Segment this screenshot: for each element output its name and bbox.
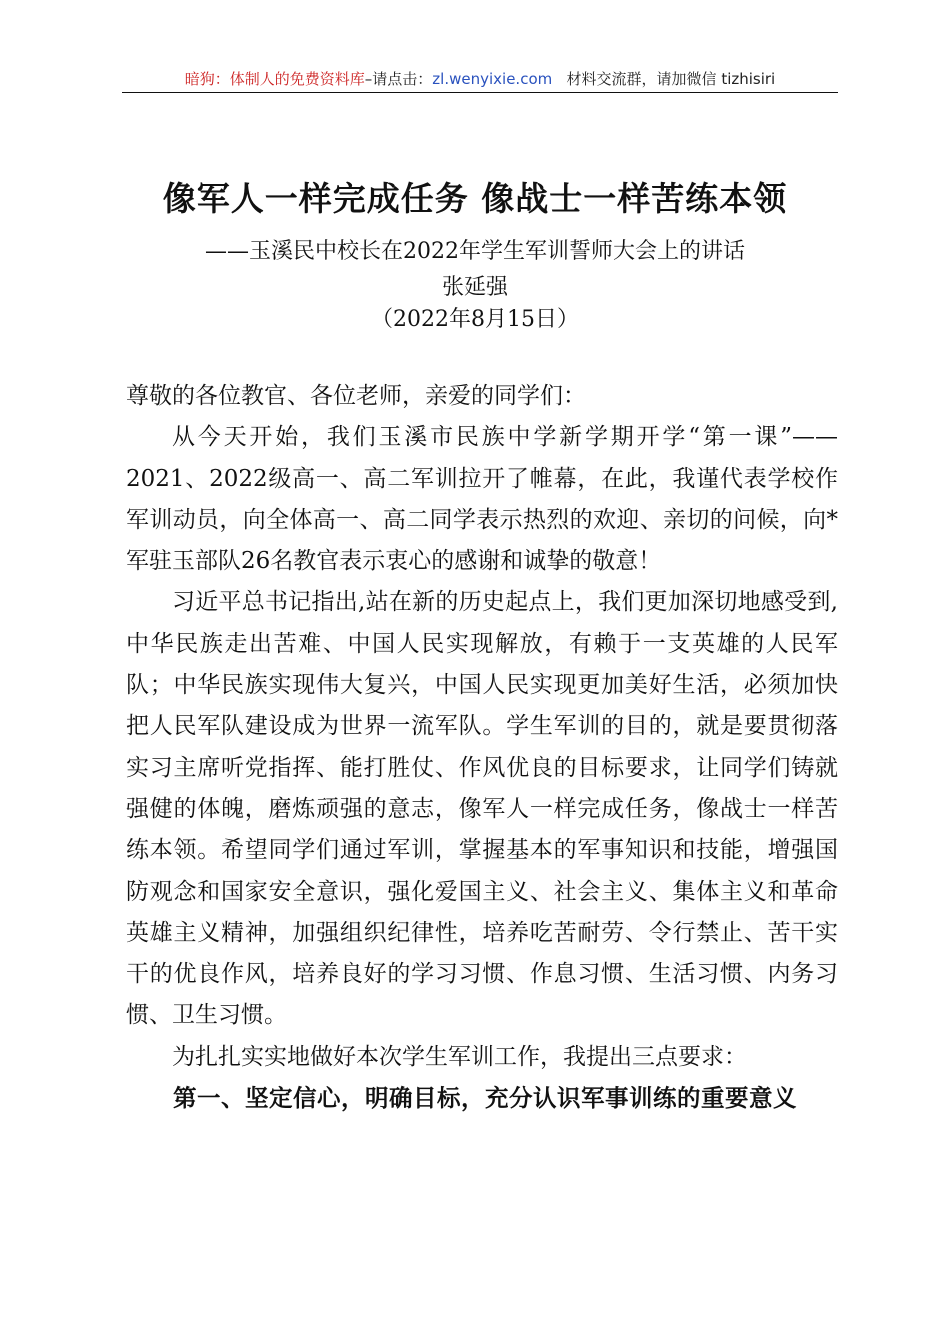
- section-heading-1: 第一、坚定信心，明确目标，充分认识军事训练的重要意义: [173, 1084, 797, 1113]
- paragraph-3: 为扎扎实实地做好本次学生军训工作，我提出三点要求：: [172, 1043, 747, 1070]
- document-date: （2022年8月15日）: [371, 307, 579, 332]
- paragraph-2: 习近平总书记指出,站在新的历史起点上，我们更加深切地感受到,中华民族走出苦难、中国人民实现解放，有赖于一支英雄的人民军队；中华民族实现伟大复兴，中国人民实现更加美好生活，必须加快把人民军队建设成为世界一流军队。学生军训的目的，就是要贯彻落实习主席听党指挥、能打胜仗、作风优良的目标要求，让同学们铸就强健的体魄，磨炼顽强的意志，像军人一样完成任务，像战士一样苦练本领。希望同学们通过军训，掌握基本的军事知识和技能，增强国防观念和国家安全意识，强化爱国主义、社会主义、集体主义和革命英雄主义精神，加强组织纪律性，培养吃苦耐劳、令行禁止、苦干实干的优良作风，培养良好的学习习惯、作息习惯、生活习惯、内务习惯、卫生习惯。: [126, 589, 838, 1029]
- header-url-link[interactable]: zl.wenyixie.com: [432, 70, 553, 88]
- header-site-name: 暗狗：体制人的免费资料库: [184, 70, 365, 88]
- document-title: 像军人一样完成任务 像战士一样苦练本领: [162, 179, 788, 218]
- page-header: [122, 66, 838, 93]
- salutation: 尊敬的各位教官、各位老师，亲爱的同学们：: [126, 383, 586, 409]
- document-subtitle: ——玉溪民中校长在2022年学生军训誓师大会上的讲话: [205, 239, 745, 264]
- header-click-prefix: –请点击：: [364, 70, 433, 88]
- paragraph-1: 从今天开始，我们玉溪市民族中学新学期开学“第一课”——2021、2022级高一、高二军训拉开了帷幕，在此，我谨代表学校作军训动员，向全体高一、高二同学表示热烈的欢迎、亲切的问候，向*军驻玉部队26名教官表示衷心的感谢和诚挚的敬意！: [126, 424, 838, 575]
- document-body: [126, 376, 838, 1119]
- document-author: 张延强: [441, 275, 508, 300]
- header-contact: 材料交流群，请加微信 tizhisiri: [566, 70, 776, 88]
